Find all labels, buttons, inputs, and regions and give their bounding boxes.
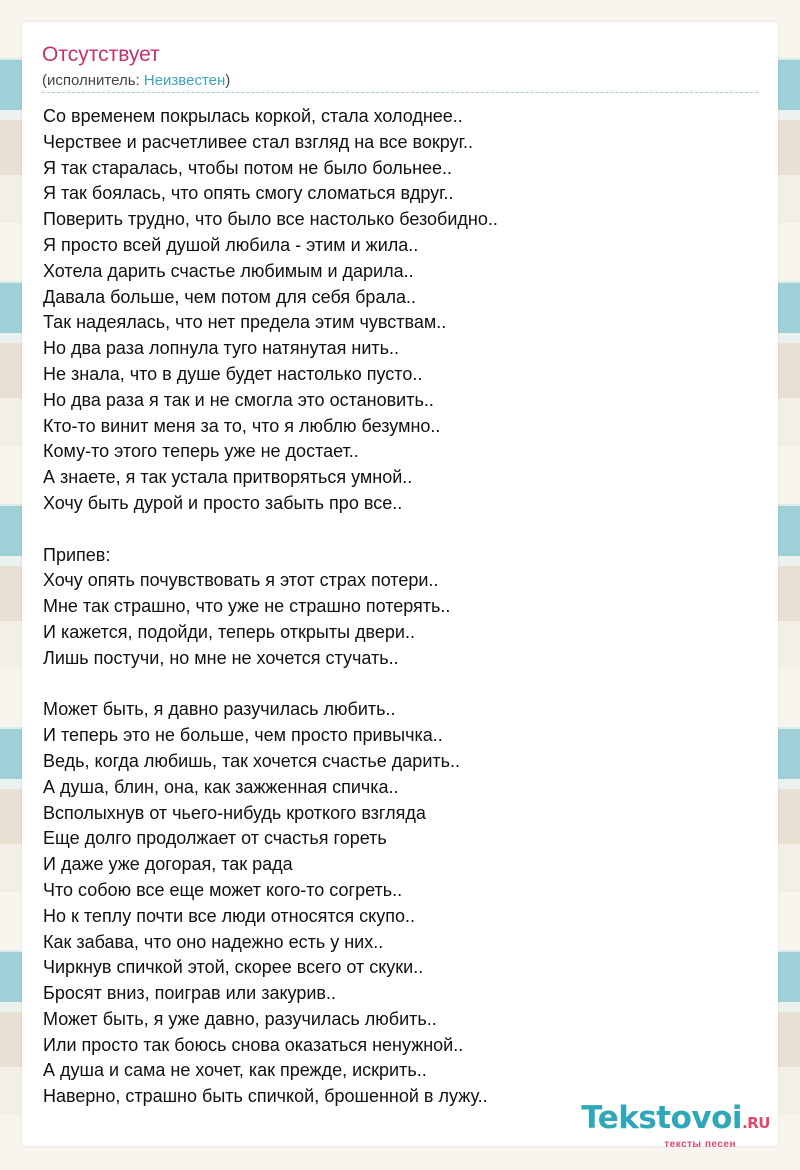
artist-suffix: )	[225, 72, 231, 89]
lyric-line: Наверно, страшно быть спичкой, брошенной в лужу..	[43, 1086, 488, 1107]
lyric-line: Может быть, я давно разучилась любить..	[43, 699, 396, 720]
lyric-line: Чиркнув спичкой этой, скорее всего от скуки..	[43, 957, 424, 978]
logo-name: Tekstovoi	[581, 1100, 743, 1136]
site-logo[interactable]	[581, 1102, 770, 1150]
artist-name-link[interactable]: Неизвестен	[143, 72, 226, 89]
lyric-line: Но к теплу почти все люди относятся скупо..	[43, 905, 415, 926]
lyric-line: Еще долго продолжает от счастья гореть	[43, 828, 387, 849]
lyric-line: Но два раза я так и не смогла это остановить..	[43, 389, 434, 410]
lyric-line: Кто-то винит меня за то, что я люблю безумно..	[43, 415, 441, 436]
lyric-line: Хотела дарить счастье любимым и дарила..	[43, 260, 414, 281]
lyrics-text	[43, 104, 759, 1110]
lyric-line: Поверить трудно, что было все настолько безобидно..	[43, 209, 498, 230]
lyric-line: Давала больше, чем потом для себя брала..	[43, 286, 416, 307]
lyric-line: И даже уже догорая, так рада	[43, 854, 293, 875]
logo-tld: .RU	[742, 1114, 770, 1132]
lyric-line: Я просто всей душой любила - этим и жила..	[43, 234, 419, 255]
lyric-line: Черствее и расчетливее стал взгляд на все вокруг..	[43, 131, 473, 152]
lyric-line: Хочу быть дурой и просто забыть про все..	[43, 492, 403, 513]
lyric-line: Хочу опять почувствовать я этот страх потери..	[43, 570, 439, 591]
stanza-break	[43, 672, 759, 698]
lyric-line: Со временем покрылась коркой, стала холоднее..	[43, 106, 463, 126]
lyric-line: И кажется, подойди, теперь открыты двери..	[43, 621, 415, 642]
lyric-line: Но два раза лопнула туго натянутая нить..	[43, 338, 400, 359]
lyric-line: Бросят вниз, поиграв или закурив..	[43, 983, 336, 1004]
lyric-line: Так надеялась, что нет предела этим чувствам..	[43, 312, 447, 333]
song-title: Отсутствует	[42, 43, 160, 66]
lyric-line: Всполыхнув от чьего-нибудь кроткого взгляда	[43, 802, 426, 823]
lyric-line: Может быть, я уже давно, разучилась любить..	[43, 1008, 437, 1029]
lyric-line: Припев:	[43, 544, 111, 565]
stanza-break	[43, 517, 759, 543]
lyric-line: А знаете, я так устала притворяться умной..	[43, 467, 413, 488]
lyric-line: Не знала, что в душе будет настолько пусто..	[43, 363, 423, 384]
lyric-line: Как забава, что оно надежно есть у них..	[43, 931, 384, 952]
artist-prefix: (исполнитель:	[42, 72, 144, 89]
lyric-line: Лишь постучи, но мне не хочется стучать..	[43, 647, 399, 668]
lyric-line: И теперь это не больше, чем просто привычка..	[43, 725, 443, 746]
lyric-line: Я так старалась, чтобы потом не было больнее..	[43, 157, 453, 178]
lyric-line: Или просто так боюсь снова оказаться ненужной..	[43, 1034, 464, 1055]
lyric-line: Мне так страшно, что уже не страшно потерять..	[43, 596, 451, 617]
lyric-line: А душа и сама не хочет, как прежде, искрить..	[43, 1060, 427, 1081]
lyric-line: Ведь, когда любишь, так хочется счастье дарить..	[43, 750, 460, 771]
lyric-line: А душа, блин, она, как зажженная спичка..	[43, 776, 399, 797]
lyric-line: Я так боялась, что опять смогу сломаться вдруг..	[43, 183, 454, 204]
lyrics-sheet	[22, 22, 778, 1146]
artist-line	[42, 72, 230, 90]
lyric-line: Что собою все еще может кого-то согреть..	[43, 879, 403, 900]
title-divider	[42, 92, 758, 93]
lyric-line: Кому-то этого теперь уже не достает..	[43, 441, 359, 462]
logo-tagline: тексты песен	[664, 1139, 736, 1150]
